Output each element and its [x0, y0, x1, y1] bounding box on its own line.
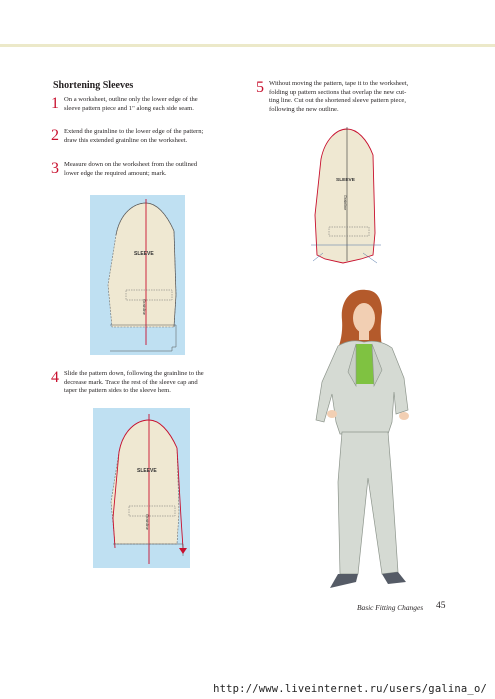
chapter-footer: Basic Fitting Changes: [357, 603, 424, 612]
sleeve-label: SLEEVE: [336, 178, 355, 183]
sleeve-label: SLEEVE: [137, 468, 157, 474]
page-number: 45: [436, 601, 446, 611]
step-3-text: [64, 161, 197, 178]
step-2-text: [64, 128, 203, 145]
step-2-line: Extend the grainline to the lower edge of the pattern;: [64, 128, 204, 135]
top-margin: [0, 0, 495, 44]
left-hand: [327, 410, 337, 418]
grainline-label: Grainline: [142, 299, 147, 316]
step-5-line: ting line. Cut out the shortened sleeve pattern piece,: [269, 97, 406, 105]
step-3-line: Measure down on the worksheet from the outlined: [64, 161, 198, 168]
step-4-line: decrease mark. Trace the rest of the sleeve cap and: [64, 378, 198, 386]
step-4-line: taper the pattern sides to the sleeve hem.: [64, 387, 171, 395]
step-5-line: Without moving the pattern, tape it to the worksheet,: [269, 80, 409, 87]
step-2-number: 2: [51, 127, 59, 144]
neck: [359, 330, 369, 340]
grainline-label: Grainline: [343, 195, 347, 211]
figure-step-3-pattern: [90, 195, 185, 355]
figure-step-4-pattern: [93, 408, 190, 568]
step-5-line: folding up pattern sections that overlap the new cut-: [269, 88, 407, 96]
face: [353, 303, 375, 333]
step-4-line: Slide the pattern down, following the grainline to the: [64, 370, 204, 377]
grainline-label: Grainline: [145, 514, 150, 531]
step-1-line: sleeve pattern piece and 1" along each side seam.: [64, 104, 194, 112]
sleeve-label: SLEEVE: [134, 251, 154, 257]
right-shoe: [382, 572, 406, 584]
green-top: [354, 344, 374, 384]
section-title: Shortening Sleeves: [53, 80, 134, 91]
step-1-line: On a worksheet, outline only the lower edge of the: [64, 96, 198, 103]
step-5-line: following the new outline.: [269, 105, 339, 113]
right-hand: [399, 412, 409, 420]
figure-step-5-pattern: [303, 123, 385, 269]
step-5-text: [269, 80, 408, 114]
step-1-text: [64, 96, 198, 113]
header-rule: [0, 44, 495, 47]
step-4-number: 4: [51, 369, 59, 386]
watermark-url: http://www.liveinternet.ru/users/galina_o/: [213, 683, 487, 695]
step-1-number: 1: [51, 95, 59, 112]
step-4-text: [64, 370, 204, 396]
step-2-line: draw this extended grainline on the worksheet.: [64, 136, 188, 144]
step-5-number: 5: [256, 79, 264, 96]
woman-in-pantsuit-illustration: [296, 282, 446, 598]
step-3-number: 3: [51, 160, 59, 177]
left-shoe: [330, 574, 358, 588]
trousers: [338, 432, 398, 574]
step-3-line: lower edge the required amount; mark.: [64, 169, 167, 177]
